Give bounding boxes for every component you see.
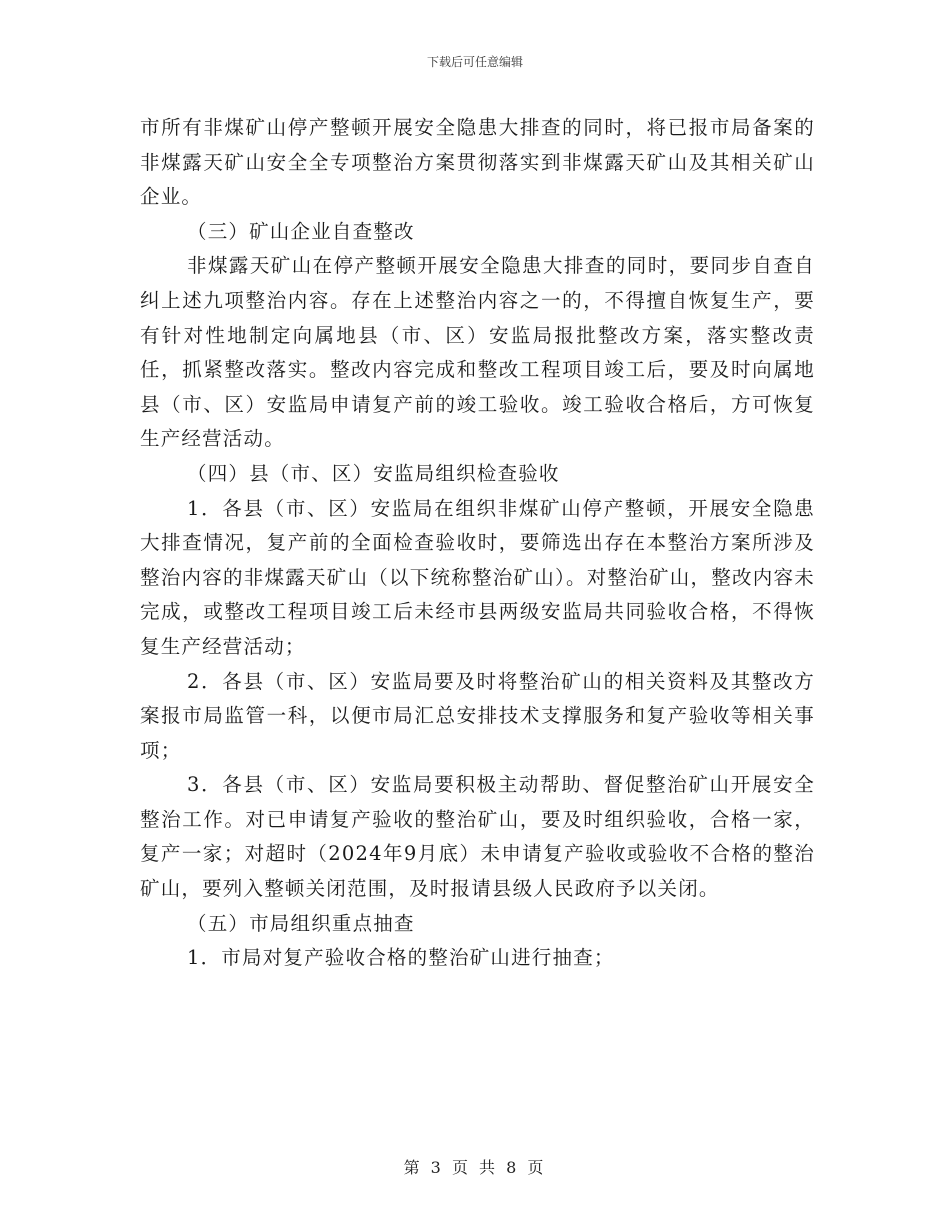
list-item: 2．各县（市、区）安监局要及时将整治矿山的相关资料及其整改方案报市局监管一科，以便市局汇总安排技术支撑服务和复产验收等相关事项； bbox=[140, 669, 815, 762]
document-body bbox=[140, 111, 815, 976]
list-item: 1．市局对复产验收合格的整治矿山进行抽查； bbox=[187, 946, 615, 970]
paragraph: 非煤露天矿山在停产整顿开展安全隐患大排查的同时，要同步自查自纠上述九项整治内容。存在上述整治内容之一的，不得擅自恢复生产，要有针对性地制定向属地县（市、区）安监局报批整改方案，落实整改责任，抓紧整改落实。整改内容完成和整改工程项目竣工后，要及时向属地县（市、区）安监局申请复产前的竣工验收。竣工验收合格后，方可恢复生产经营活动。 bbox=[140, 254, 815, 451]
section-heading: （四）县（市、区）安监局组织检查验收 bbox=[187, 461, 560, 485]
section-heading: （五）市局组织重点抽查 bbox=[187, 911, 415, 935]
page-number-footer: 第 3 页 共 8 页 bbox=[403, 1158, 547, 1177]
section-heading: （三）矿山企业自查整改 bbox=[187, 219, 415, 243]
page-header-note: 下载后可任意编辑 bbox=[426, 55, 523, 69]
paragraph: 市所有非煤矿山停产整顿开展安全隐患大排查的同时，将已报市局备案的非煤露天矿山安全全专项整治方案贯彻落实到非煤露天矿山及其相关矿山企业。 bbox=[140, 116, 815, 209]
list-item: 1．各县（市、区）安监局在组织非煤矿山停产整顿，开展安全隐患大排查情况，复产前的全面检查验收时，要筛选出存在本整治方案所涉及整治内容的非煤露天矿山（以下统称整治矿山）。对整治矿山，整改内容未完成，或整改工程项目竣工后未经市县两级安监局共同验收合格，不得恢复生产经营活动； bbox=[140, 496, 815, 658]
list-item: 3．各县（市、区）安监局要积极主动帮助、督促整治矿山开展安全整治工作。对已申请复产验收的整治矿山，要及时组织验收，合格一家，复产一家；对超时（2024年9月底）未申请复产验收或验收不合格的整治矿山，要列入整顿关闭范围，及时报请县级人民政府予以关闭。 bbox=[140, 773, 815, 901]
